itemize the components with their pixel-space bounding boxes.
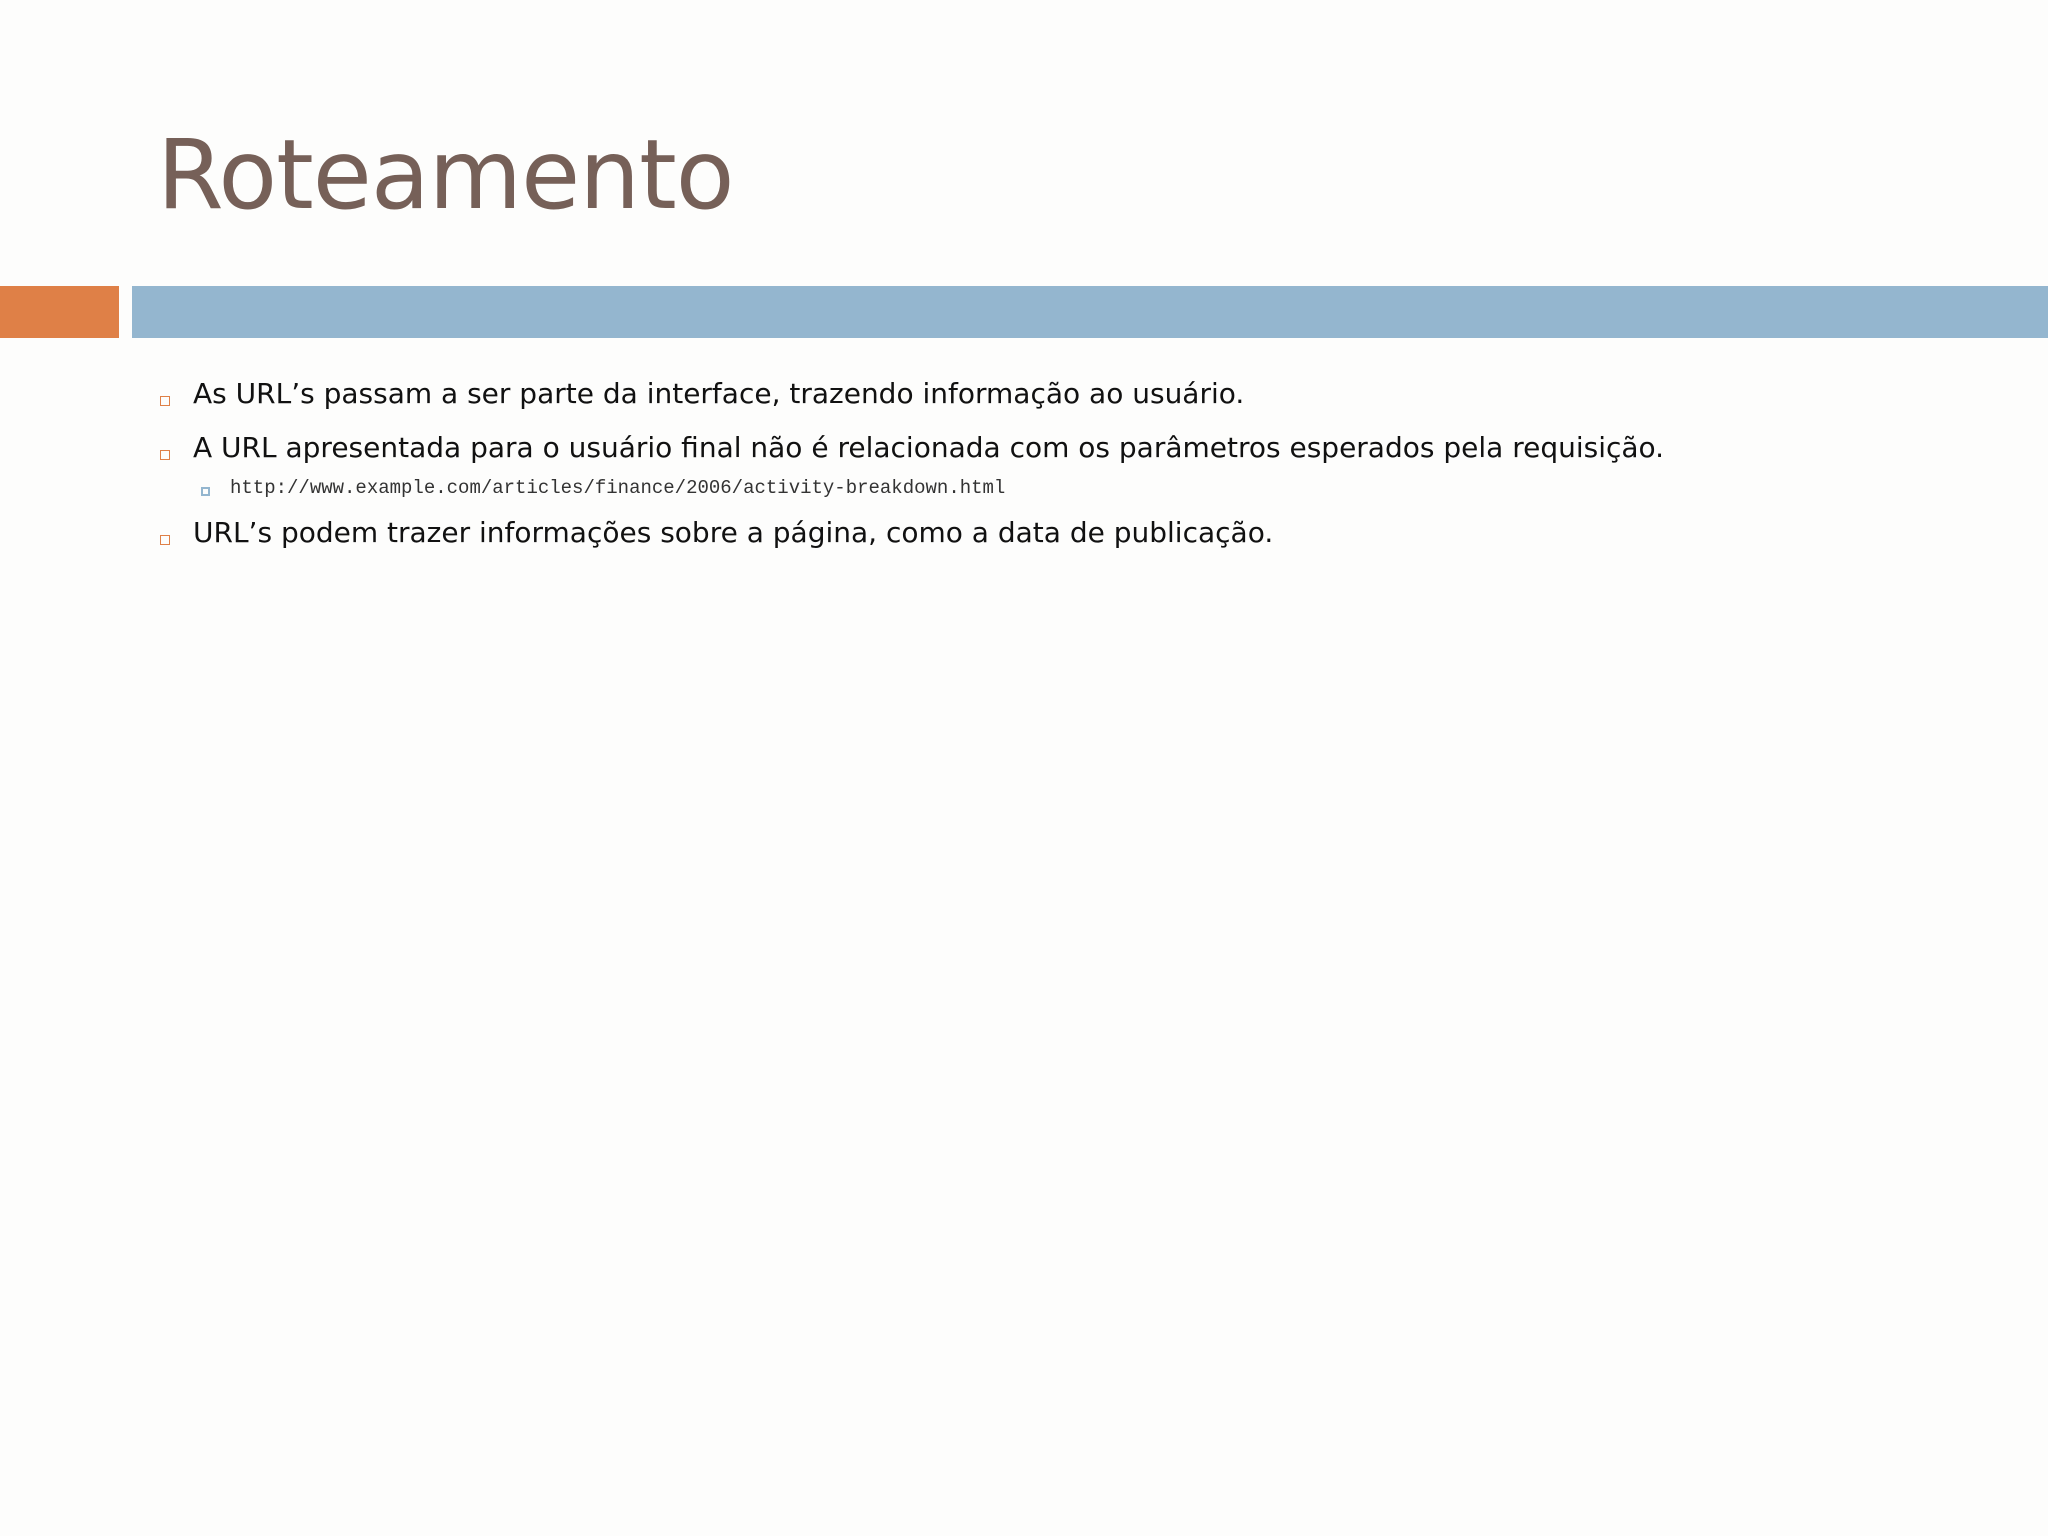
bullet-text: As URL’s passam a ser parte da interface, trazendo informação ao usuário. (193, 377, 1245, 410)
bullet-text: URL’s podem trazer informações sobre a página, como a data de publicação. (193, 516, 1274, 549)
square-sub-bullet-icon (201, 487, 210, 496)
title-accent-band (0, 286, 119, 338)
title-divider-band (132, 286, 2048, 338)
square-bullet-icon (160, 450, 170, 460)
bullet-text: A URL apresentada para o usuário final não é relacionada com os parâmetros esperados pela requisição. (193, 431, 1665, 464)
square-bullet-icon (160, 535, 170, 545)
slide-title: Roteamento (157, 119, 734, 231)
square-bullet-icon (160, 396, 170, 406)
sub-bullet-url-text: http://www.example.com/articles/finance/2006/activity-breakdown.html (230, 477, 1006, 499)
